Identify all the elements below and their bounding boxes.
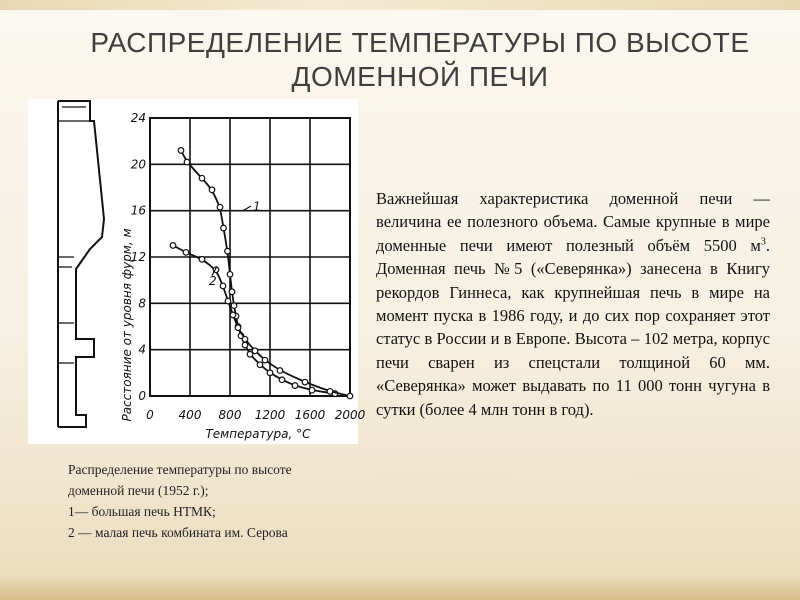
description-text-pre: Важнейшая характеристика доменной печи — величина ее полезного объема. Самые крупные в мире доменные печи имеют полезный объём 5500 м xyxy=(376,189,770,255)
series-1-point xyxy=(209,187,215,193)
series-1-point xyxy=(267,370,273,376)
y-axis-label: Расстояние от уровня фурм, м xyxy=(120,228,134,422)
series-1-point xyxy=(229,289,235,295)
series-1-point xyxy=(231,303,237,309)
caption-line4: 2 — малая печь комбината им. Серова xyxy=(68,525,288,540)
slide-title-line1: РАСПРЕДЕЛЕНИЕ ТЕМПЕРАТУРЫ ПО ВЫСОТЕ xyxy=(90,27,750,58)
description-superscript: 3 xyxy=(760,236,766,248)
x-tick-label: 800 xyxy=(218,408,242,422)
series-1-point xyxy=(227,272,233,278)
y-tick-label: 12 xyxy=(130,250,146,264)
chart-series xyxy=(170,148,353,399)
x-tick-label: 2000 xyxy=(334,408,366,422)
series-2-point xyxy=(277,368,283,374)
description-text-post: . Доменная печь №5 («Северянка») занесена в Книгу рекордов Гиннеса, как крупнейшая печь в мире на момент пуска в 1986 году, и до сих пор сохраняет этот статус в России и в Европе. Высота – 102 метра, корпус печи сварен из спецстали толщиной 60 мм. «Северянка» может выдавать по 11 000 тонн чугуна в сутки (более 4 млн тонн в год). xyxy=(376,235,770,419)
series-2-label: 2 xyxy=(209,273,217,288)
chart-figure xyxy=(28,99,366,444)
furnace-profile-drawing xyxy=(58,101,104,427)
series-2-point xyxy=(183,250,189,256)
series-2-point xyxy=(252,348,258,354)
caption-line2: доменной печи (1952 г.); xyxy=(68,483,209,498)
furnace-section-lines xyxy=(58,257,74,363)
x-tick-label: 1600 xyxy=(294,408,326,422)
description-paragraph xyxy=(376,187,770,421)
caption-line3: 1— большая печь НТМК; xyxy=(68,504,216,519)
series-2-point xyxy=(235,325,241,331)
slide-title xyxy=(60,26,780,94)
x-tick-label: 1200 xyxy=(254,408,286,422)
series-1-point xyxy=(292,383,298,389)
series-2-line xyxy=(173,245,350,396)
series-2-point xyxy=(302,379,308,385)
bottom-decor-band xyxy=(0,574,800,600)
series-2-point xyxy=(262,357,268,363)
caption-line1: Распределение температуры по высоте xyxy=(68,462,292,477)
figure-caption xyxy=(68,459,368,543)
series-2-point xyxy=(327,389,333,395)
y-tick-label: 16 xyxy=(130,203,146,218)
x-axis-label: Температура, °C xyxy=(205,427,311,441)
series-2-point xyxy=(225,298,231,304)
series-1-point xyxy=(221,225,227,231)
furnace-outline xyxy=(58,101,104,427)
y-tick-label: 24 xyxy=(130,111,146,125)
x-tick-label: 400 xyxy=(178,408,202,422)
temperature-height-chart xyxy=(28,99,366,444)
series-2-point xyxy=(230,312,236,318)
series-1-point xyxy=(184,159,190,165)
y-tick-label: 8 xyxy=(138,296,146,311)
series-1-label: 1 xyxy=(253,199,261,214)
series-1-line xyxy=(181,150,335,393)
x-tick-label: 0 xyxy=(146,408,154,422)
series-2-point xyxy=(347,393,353,399)
y-tick-label: 20 xyxy=(130,157,146,172)
top-decor-band xyxy=(0,0,800,10)
series-1-point xyxy=(257,362,263,368)
furnace-top-detail xyxy=(58,107,90,121)
series-1-point xyxy=(279,377,285,383)
series-1-point xyxy=(309,387,315,393)
series-2-point xyxy=(242,336,248,342)
x-tick-labels xyxy=(146,408,365,422)
series-1-point xyxy=(242,342,248,348)
series-2-point xyxy=(170,243,176,249)
series-labels xyxy=(209,200,261,288)
y-tick-label: 0 xyxy=(138,389,146,403)
slide-title-line2: ДОМЕННОЙ ПЕЧИ xyxy=(291,61,549,92)
series-2-point xyxy=(220,283,226,289)
series-1-point xyxy=(178,148,184,154)
series-2-point xyxy=(199,257,205,263)
series-1-point xyxy=(217,204,223,210)
series-1-point xyxy=(225,248,231,254)
y-tick-label: 4 xyxy=(138,342,146,357)
series-1-point xyxy=(199,175,205,181)
